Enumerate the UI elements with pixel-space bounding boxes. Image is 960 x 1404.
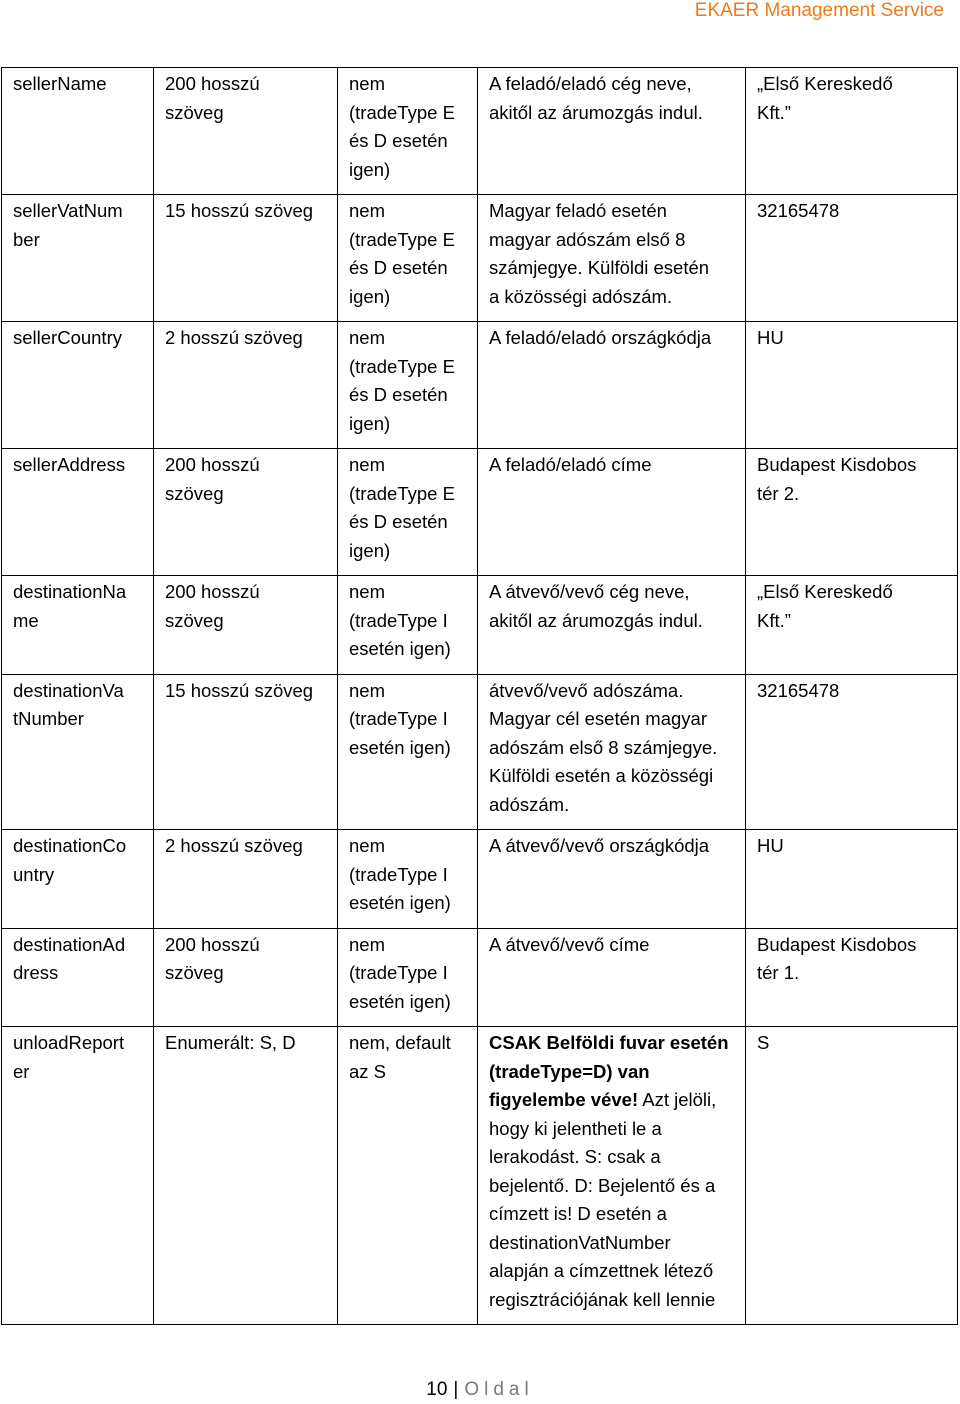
- field-required: nem (tradeType E és D esetén igen): [338, 322, 478, 449]
- field-name: sellerVatNum ber: [2, 195, 154, 322]
- field-required: nem (tradeType I esetén igen): [338, 830, 478, 929]
- field-description: A feladó/eladó cég neve, akitől az árumozgás indul.: [478, 68, 746, 195]
- field-example: 32165478: [746, 195, 958, 322]
- field-name: sellerAddress: [2, 449, 154, 576]
- table-row: [2, 322, 958, 449]
- field-description: A feladó/eladó címe: [478, 449, 746, 576]
- footer-separator: |: [453, 1379, 459, 1400]
- field-required: nem, default az S: [338, 1027, 478, 1325]
- table-row: [2, 1027, 958, 1325]
- table-row: [2, 68, 958, 195]
- field-required: nem (tradeType I esetén igen): [338, 928, 478, 1027]
- document-header: EKAER Management Service: [694, 0, 944, 21]
- field-name: destinationVa tNumber: [2, 674, 154, 830]
- field-example: „Első Kereskedő Kft.”: [746, 576, 958, 675]
- field-example: HU: [746, 322, 958, 449]
- field-required: nem (tradeType I esetén igen): [338, 576, 478, 675]
- field-name: unloadReport er: [2, 1027, 154, 1325]
- field-name: sellerName: [2, 68, 154, 195]
- description-text: Azt jelöli, hogy ki jelentheti le a lerakodást. S: csak a bejelentő. D: Bejelentő és a címzett is! D esetén a destinationVatNumber alapján a címzettnek létező regisztrációjának kell lennie: [489, 1089, 717, 1310]
- field-type: 2 hosszú szöveg: [154, 830, 338, 929]
- field-example: 32165478: [746, 674, 958, 830]
- field-required: nem (tradeType E és D esetén igen): [338, 449, 478, 576]
- field-example: Budapest Kisdobos tér 1.: [746, 928, 958, 1027]
- field-description: Magyar feladó esetén magyar adószám első 8 számjegye. Külföldi esetén a közösségi adószám.: [478, 195, 746, 322]
- description-emphasis: CSAK Belföldi fuvar esetén (tradeType=D) van figyelembe véve!: [489, 1032, 729, 1110]
- field-name: destinationCo untry: [2, 830, 154, 929]
- field-type: 200 hosszú szöveg: [154, 928, 338, 1027]
- field-description: [478, 1027, 746, 1325]
- field-type: 200 hosszú szöveg: [154, 68, 338, 195]
- field-required: nem (tradeType E és D esetén igen): [338, 68, 478, 195]
- field-type: 200 hosszú szöveg: [154, 576, 338, 675]
- table-row: [2, 674, 958, 830]
- field-spec-table: [1, 67, 958, 1325]
- field-type: 200 hosszú szöveg: [154, 449, 338, 576]
- field-type: 15 hosszú szöveg: [154, 674, 338, 830]
- field-required: nem (tradeType E és D esetén igen): [338, 195, 478, 322]
- table-row: [2, 195, 958, 322]
- field-example: HU: [746, 830, 958, 929]
- field-example: Budapest Kisdobos tér 2.: [746, 449, 958, 576]
- field-example: „Első Kereskedő Kft.”: [746, 68, 958, 195]
- field-name: destinationAd dress: [2, 928, 154, 1027]
- table-row: [2, 576, 958, 675]
- field-type: 15 hosszú szöveg: [154, 195, 338, 322]
- page-footer: [0, 1378, 960, 1402]
- field-description: A átvevő/vevő cég neve, akitől az árumozgás indul.: [478, 576, 746, 675]
- field-example: S: [746, 1027, 958, 1325]
- page-label: Oldal: [464, 1379, 534, 1400]
- field-name: sellerCountry: [2, 322, 154, 449]
- field-description: A átvevő/vevő címe: [478, 928, 746, 1027]
- field-type: Enumerált: S, D: [154, 1027, 338, 1325]
- table-row: [2, 830, 958, 929]
- field-description: átvevő/vevő adószáma. Magyar cél esetén magyar adószám első 8 számjegye. Külföldi esetén a közösségi adószám.: [478, 674, 746, 830]
- table-row: [2, 928, 958, 1027]
- page-number: 10: [426, 1379, 448, 1400]
- table-row: [2, 449, 958, 576]
- field-description: A feladó/eladó országkódja: [478, 322, 746, 449]
- field-required: nem (tradeType I esetén igen): [338, 674, 478, 830]
- field-description: A átvevő/vevő országkódja: [478, 830, 746, 929]
- field-type: 2 hosszú szöveg: [154, 322, 338, 449]
- field-name: destinationNa me: [2, 576, 154, 675]
